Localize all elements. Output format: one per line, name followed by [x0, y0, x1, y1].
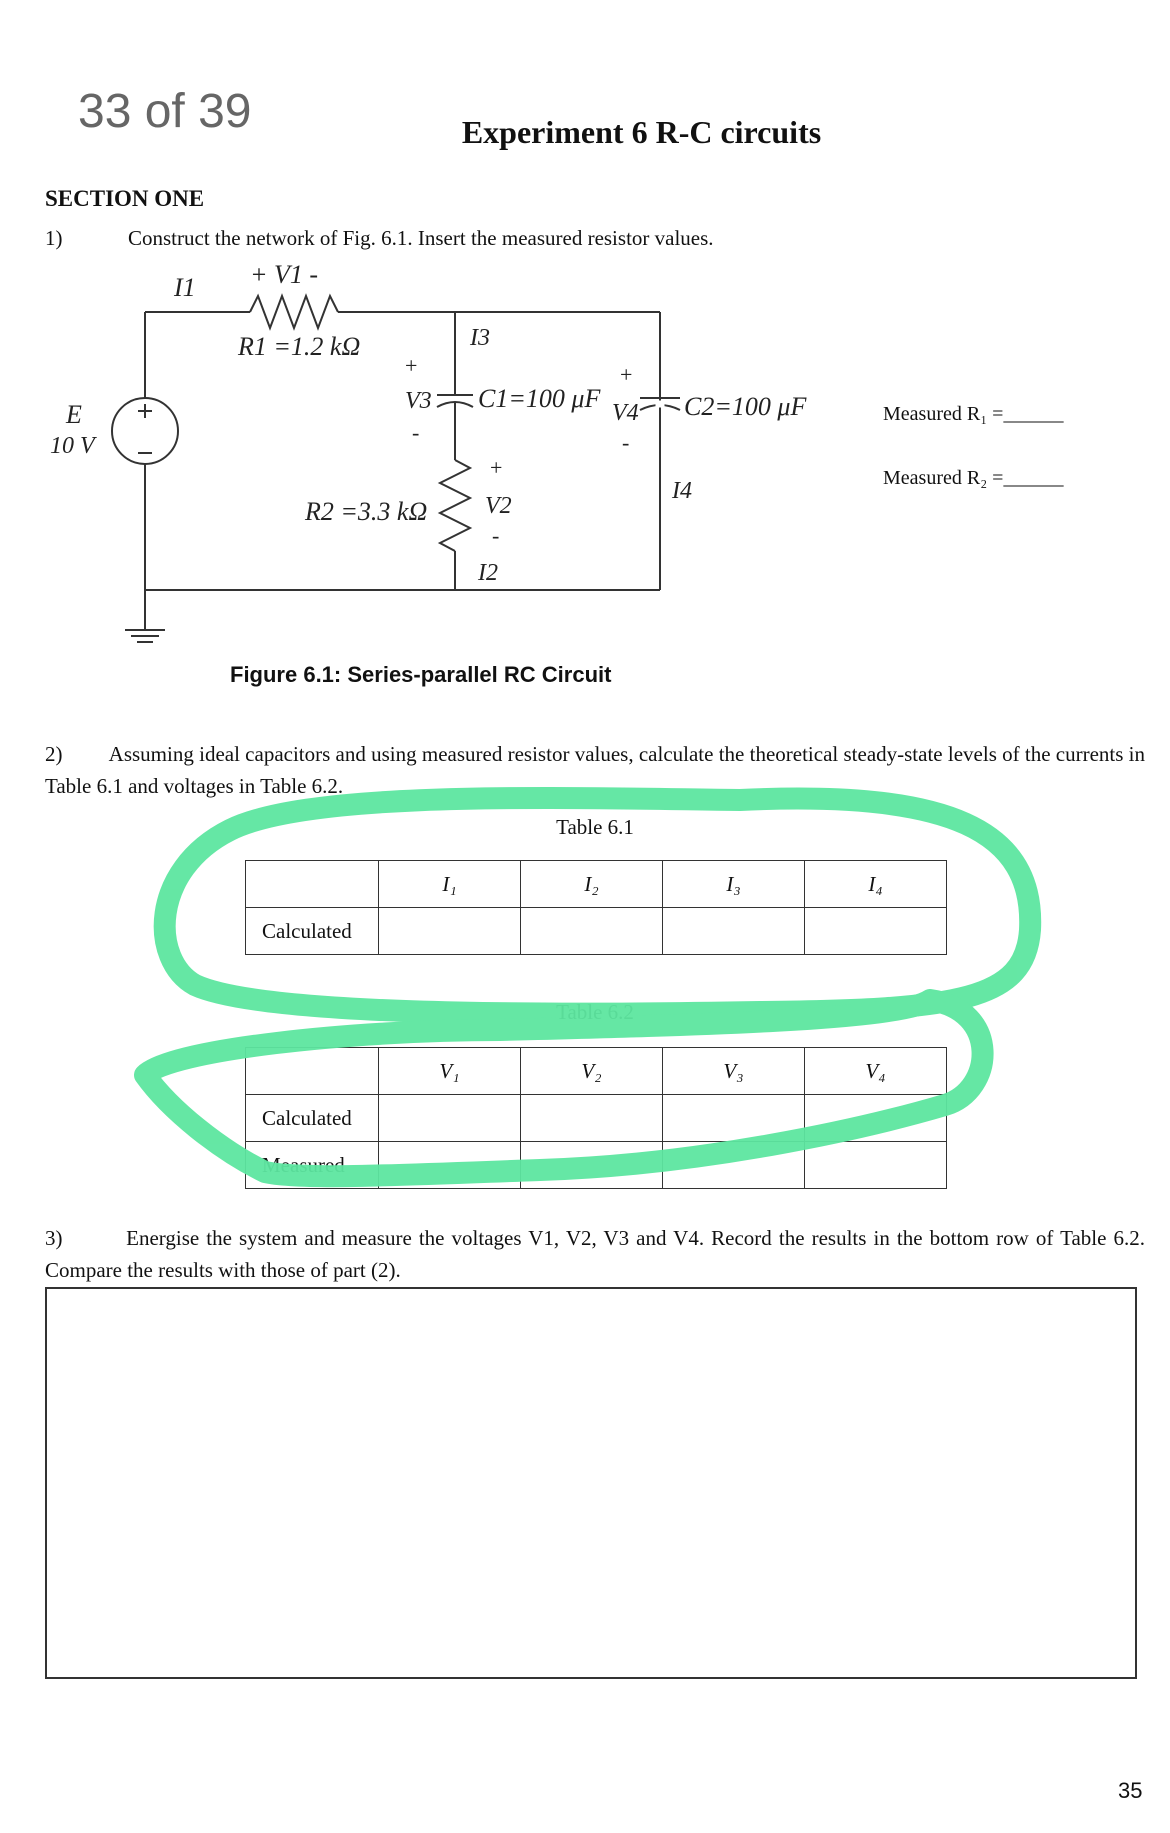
svg-text:-: - — [492, 523, 500, 548]
table-cell[interactable] — [379, 1142, 521, 1189]
svg-text:-: - — [622, 430, 630, 455]
row-label: Calculated — [246, 908, 379, 955]
label-v2: V2 — [485, 493, 512, 519]
step-1-number: 1) — [45, 226, 63, 250]
resistor-r1-symbol — [250, 296, 338, 328]
figure-caption: Figure 6.1: Series-parallel RC Circuit — [230, 662, 612, 687]
step-1-text: Construct the network of Fig. 6.1. Insert the measured resistor values. — [128, 226, 714, 250]
table-cell[interactable] — [805, 908, 947, 955]
row-label: Calculated — [246, 1095, 379, 1142]
table-cell[interactable] — [663, 1142, 805, 1189]
label-i1: I1 — [174, 273, 196, 302]
table-62-title: Table 6.2 — [556, 1000, 634, 1024]
svg-text:+: + — [490, 455, 503, 480]
step-3 — [45, 1222, 1145, 1286]
label-i3: I3 — [470, 325, 490, 351]
header-cell-v4: V₄ — [805, 1048, 947, 1095]
header-cell-v1: V₁ — [379, 1048, 521, 1095]
svg-text:+: + — [405, 353, 418, 378]
row-label: Measured — [246, 1142, 379, 1189]
header-cell-v2: V₂ — [521, 1048, 663, 1095]
table-row — [246, 1095, 947, 1142]
table-61-title: Table 6.1 — [556, 815, 634, 839]
label-v4: V4 — [612, 400, 639, 426]
table-cell[interactable] — [663, 908, 805, 955]
table-cell[interactable] — [521, 1142, 663, 1189]
table-header-row — [246, 861, 947, 908]
source-value: 10 V — [50, 433, 95, 459]
page-counter: 33 of 39 — [78, 85, 252, 138]
label-i2: I2 — [478, 560, 498, 586]
label-r1: R1 =1.2 kΩ — [238, 332, 361, 361]
header-cell-i1: I₁ — [379, 861, 521, 908]
table-cell[interactable] — [379, 1095, 521, 1142]
table-cell[interactable] — [663, 1095, 805, 1142]
header-cell-i2: I₂ — [521, 861, 663, 908]
table-row — [246, 908, 947, 955]
header-cell — [246, 1048, 379, 1095]
step-3-text: Energise the system and measure the voltages V1, V2, V3 and V4. Record the results in the bottom row of Table 6.2. Compare the results with those of part (2). — [45, 1226, 1146, 1282]
header-cell-i4: I₄ — [805, 861, 947, 908]
table-row — [246, 1142, 947, 1189]
header-cell — [246, 861, 379, 908]
header-cell-v3: V₃ — [663, 1048, 805, 1095]
source-label: E — [66, 400, 82, 429]
table-62 — [245, 1047, 947, 1189]
circuit-diagram — [0, 255, 1170, 655]
label-v3: V3 — [405, 388, 432, 414]
section-heading: SECTION ONE — [45, 186, 205, 211]
measured-r1: Measured R₁ =______ — [883, 403, 1064, 425]
answer-box[interactable] — [45, 1287, 1137, 1679]
label-r2: R2 =3.3 kΩ — [305, 497, 428, 526]
table-cell[interactable] — [521, 908, 663, 955]
table-cell[interactable] — [379, 908, 521, 955]
svg-text:+: + — [620, 362, 633, 387]
resistor-r2-symbol — [440, 460, 470, 551]
step-2 — [45, 738, 1145, 802]
step-3-number: 3) — [45, 1226, 63, 1250]
page-number: 35 — [1118, 1778, 1143, 1803]
svg-text:-: - — [412, 420, 420, 445]
document-title: Experiment 6 R-C circuits — [461, 114, 822, 150]
table-cell[interactable] — [805, 1095, 947, 1142]
table-61 — [245, 860, 947, 955]
table-header-row — [246, 1048, 947, 1095]
label-v1: + V1 - — [250, 260, 319, 289]
table-cell[interactable] — [805, 1142, 947, 1189]
label-i4: I4 — [672, 478, 692, 504]
header-cell-i3: I₃ — [663, 861, 805, 908]
table-cell[interactable] — [521, 1095, 663, 1142]
step-2-text: Assuming ideal capacitors and using measured resistor values, calculate the theoretical steady-state levels of the currents in Table 6.1 and voltages in Table 6.2. — [45, 742, 1146, 798]
label-c2: C2=100 μF — [684, 392, 807, 421]
step-2-number: 2) — [45, 742, 63, 766]
label-c1: C1=100 μF — [478, 384, 601, 413]
measured-r2: Measured R₂ =______ — [883, 467, 1064, 489]
